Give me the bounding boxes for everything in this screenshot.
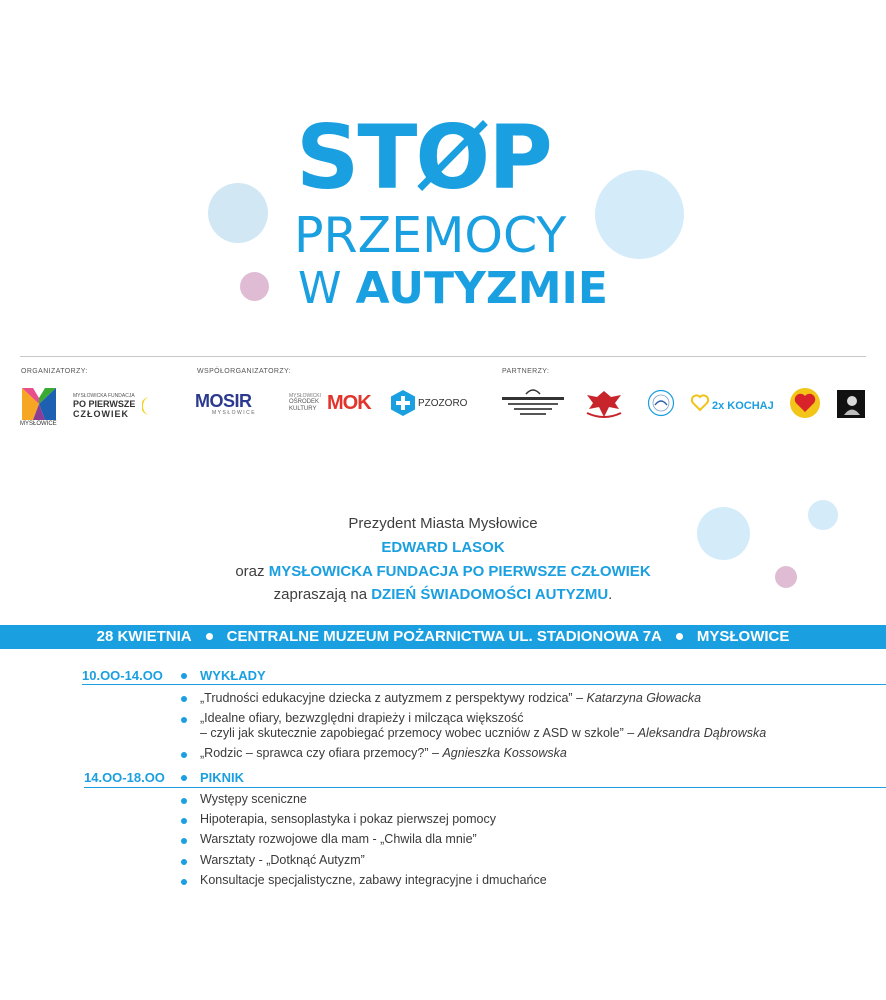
invite-line4: zapraszają na DZIEŃ ŚWIADOMOŚCI AUTYZMU. bbox=[273, 586, 613, 603]
heart-badge-logo bbox=[789, 387, 821, 419]
banner-bullet bbox=[676, 633, 683, 640]
pzozoro-logo: PZOZORO bbox=[418, 398, 468, 409]
schedule-underline bbox=[82, 684, 886, 685]
label-partnerzy: PARTNERZY: bbox=[502, 368, 550, 375]
list-item: Warsztaty rozwojowe dla mam - „Chwila dla mnie” bbox=[200, 832, 477, 846]
schedule-time: 10.OO-14.OO bbox=[82, 668, 163, 683]
fundacja-logo-line2: CZŁOWIEK bbox=[73, 409, 129, 419]
mok-logo-small3: KULTURY bbox=[289, 406, 317, 412]
mosir-logo-sub: MYSŁOWICE bbox=[212, 410, 257, 416]
list-item: „Rodzic – sprawca czy ofiara przemocy?” – Agnieszka Kossowska bbox=[200, 746, 567, 760]
schedule-bullet bbox=[181, 673, 187, 679]
list-item: Warsztaty - „Dotknąć Autyzm” bbox=[200, 853, 365, 867]
schedule-heading: PIKNIK bbox=[200, 770, 245, 785]
kochaj-logo: 2x KOCHAJ bbox=[712, 400, 774, 412]
title-w-autyzmie: W AUTYZMIE bbox=[298, 263, 608, 314]
eagle-emblem-logo bbox=[583, 387, 625, 421]
mok-logo: MOK bbox=[327, 392, 371, 414]
banner-place: CENTRALNE MUZEUM POŻARNICTWA UL. STADIONOWA 7A bbox=[226, 628, 662, 645]
title-stop: STØP bbox=[296, 106, 551, 209]
fundacja-logo-small: MYSŁOWICKA FUNDACJA bbox=[73, 393, 135, 399]
list-bullet bbox=[181, 818, 187, 824]
invite-line2: EDWARD LASOK bbox=[381, 539, 505, 556]
myslowice-logo-text: MYSŁOWICE bbox=[20, 421, 57, 427]
historical-society-logo bbox=[500, 386, 566, 420]
list-item: „Trudności edukacyjne dziecka z autyzmem z perspektywy rodzica” – Katarzyna Głowacka bbox=[200, 691, 702, 705]
pzozoro-cross-icon bbox=[391, 390, 415, 416]
list-item-continuation: – czyli jak skutecznie zapobiegać przemocy wobec uczniów z ASD w szkole” – Aleksandra Dąbrowska bbox=[200, 726, 767, 740]
list-bullet bbox=[181, 696, 187, 702]
bubble-decoration bbox=[595, 170, 684, 259]
label-wspolorganizatorzy: WSPÓŁORGANIZATORZY: bbox=[197, 368, 292, 375]
title-przemocy: PRZEMOCY bbox=[294, 207, 567, 264]
list-bullet bbox=[181, 859, 187, 865]
bubble-decoration bbox=[208, 183, 268, 243]
circle-badge-logo bbox=[647, 389, 675, 417]
invite-line3: oraz MYSŁOWICKA FUNDACJA PO PIERWSZE CZŁOWIEK bbox=[235, 563, 651, 580]
list-item: „Idealne ofiary, bezwzględni drapieży i milcząca większość bbox=[200, 711, 524, 725]
list-bullet bbox=[181, 838, 187, 844]
mok-logo-small1: MYSŁOWICKI bbox=[289, 393, 321, 399]
mok-logo-small2: OŚRODEK bbox=[289, 399, 320, 405]
list-item: Konsultacje specjalistyczne, zabawy integracyjne i dmuchańce bbox=[200, 873, 547, 887]
mosir-logo: MOSIR bbox=[195, 391, 252, 411]
heart-outline-icon bbox=[690, 393, 710, 413]
banner-city: MYSŁOWICE bbox=[696, 628, 790, 645]
fundacja-moon-icon bbox=[142, 396, 158, 416]
portrait-logo bbox=[837, 390, 865, 418]
list-item: Występy sceniczne bbox=[200, 792, 307, 806]
schedule-time: 14.OO-18.OO bbox=[84, 770, 165, 785]
banner-date: 28 KWIETNIA bbox=[96, 628, 192, 645]
schedule-underline bbox=[84, 787, 886, 788]
event-banner bbox=[0, 625, 886, 649]
invite-line1: Prezydent Miasta Mysłowice bbox=[348, 515, 538, 532]
myslowice-logo bbox=[22, 388, 56, 420]
bubble-decoration bbox=[240, 272, 269, 301]
list-bullet bbox=[181, 798, 187, 804]
schedule-bullet bbox=[181, 775, 187, 781]
schedule-heading: WYKŁADY bbox=[200, 668, 266, 683]
fundacja-logo-line1: PO PIERWSZE bbox=[73, 399, 136, 409]
divider bbox=[20, 356, 866, 357]
list-bullet bbox=[181, 717, 187, 723]
label-organizatorzy: ORGANIZATORZY: bbox=[21, 368, 88, 375]
banner-bullet bbox=[206, 633, 213, 640]
list-item: Hipoterapia, sensoplastyka i pokaz pierwszej pomocy bbox=[200, 812, 496, 826]
list-bullet bbox=[181, 879, 187, 885]
list-bullet bbox=[181, 752, 187, 758]
